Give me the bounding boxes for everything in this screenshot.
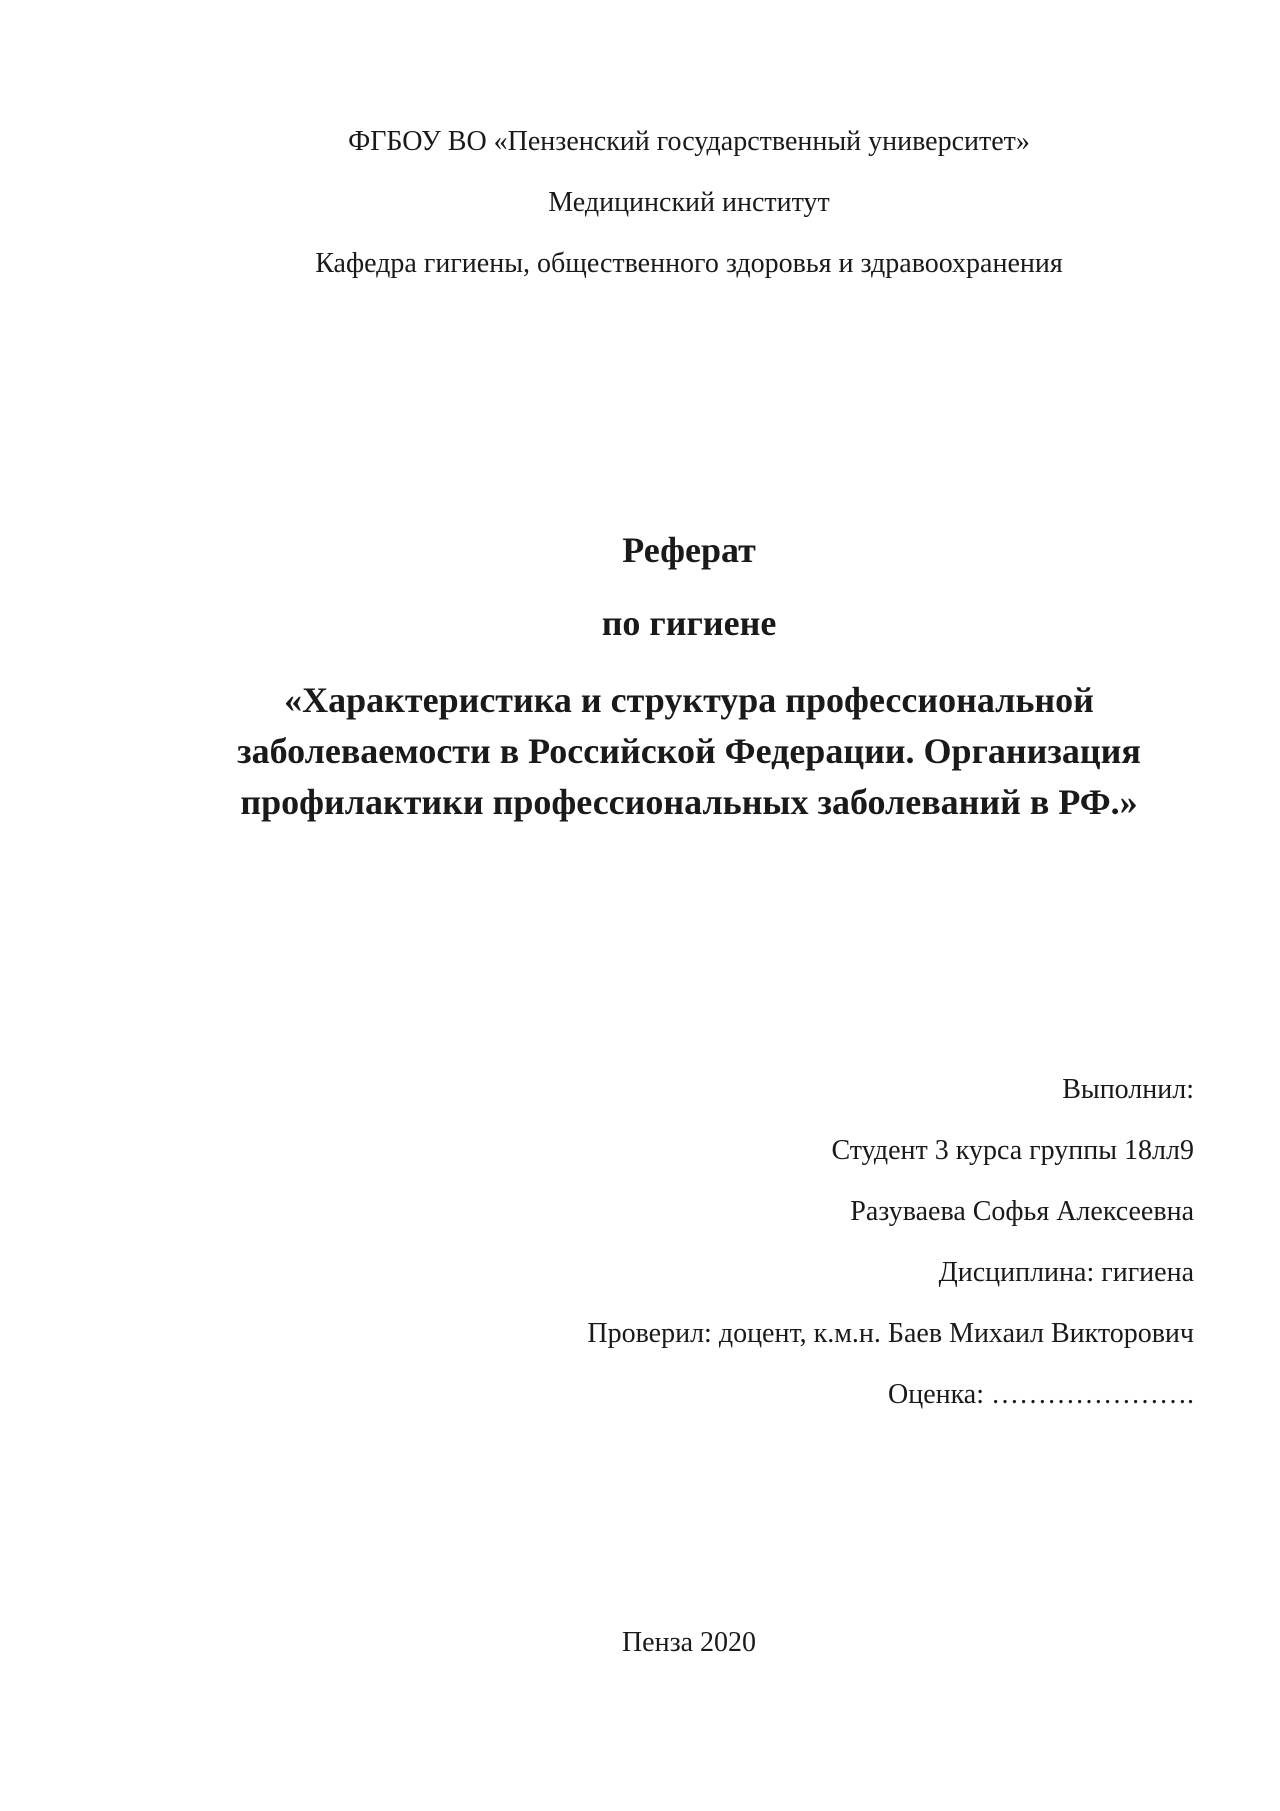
department-name: Кафедра гигиены, общественного здоровья и здравоохранения: [315, 248, 1063, 279]
discipline: Дисциплина: гигиена: [938, 1257, 1194, 1288]
performed-label: Выполнил:: [1062, 1074, 1194, 1105]
topic-line: «Характеристика и структура профессиональной: [284, 680, 1094, 720]
city-year: Пенза 2020: [621, 1627, 757, 1658]
student-name: Разуваева Софья Алексеевна: [850, 1196, 1194, 1227]
student-info: Студент 3 курса группы 18лл9: [831, 1135, 1194, 1166]
institute-name: Медицинский институт: [548, 187, 830, 218]
document-topic: [0, 675, 1280, 828]
checked-by: Проверил: доцент, к.м.н. Баев Михаил Викторович: [587, 1318, 1194, 1349]
document-type: Реферат: [622, 530, 756, 570]
document-subject: по гигиене: [601, 603, 777, 643]
topic-line: заболеваемости в Российской Федерации. Организация: [237, 731, 1141, 771]
university-name: ФГБОУ ВО «Пензенский государственный университет»: [348, 126, 1030, 157]
topic-line: профилактики профессиональных заболеваний в РФ.»: [240, 782, 1138, 822]
grade: Оценка: ………………….: [887, 1379, 1194, 1410]
